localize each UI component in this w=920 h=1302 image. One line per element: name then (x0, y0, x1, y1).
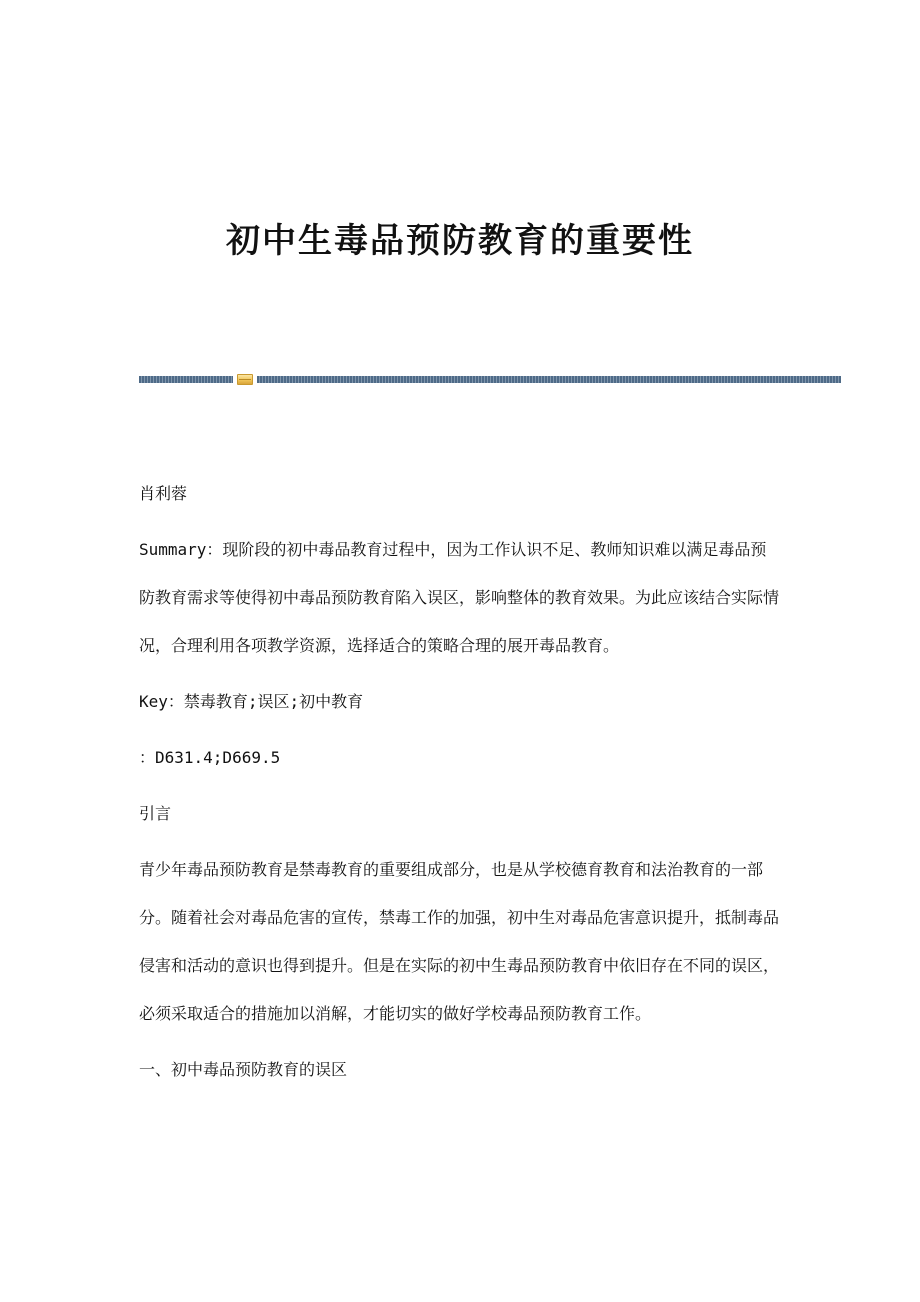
section-heading: 一、初中毒品预防教育的误区 (139, 1060, 348, 1079)
envelope-icon (237, 374, 253, 385)
summary-paragraph: Summary：现阶段的初中毒品教育过程中，因为工作认识不足、教师知识难以满足毒品预防教育需求等使得初中毒品预防教育陷入误区，影响整体的教育效果。为此应该结合实际情况，合理利用各项教学资源，选择适合的策略合理的展开毒品教育。 (139, 540, 780, 655)
intro-heading: 引言 (139, 804, 172, 823)
author-name: 肖利蓉 (139, 484, 188, 503)
classification-line: ：D631.4;D669.5 (139, 748, 281, 767)
title-divider (139, 375, 841, 384)
document-body (139, 470, 781, 1094)
divider-bar-right (257, 376, 841, 383)
document-title: 初中生毒品预防教育的重要性 (226, 221, 694, 261)
keywords-line: Key：禁毒教育;误区;初中教育 (139, 692, 364, 711)
intro-paragraph: 青少年毒品预防教育是禁毒教育的重要组成部分，也是从学校德育教育和法治教育的一部分。随着社会对毒品危害的宣传，禁毒工作的加强，初中生对毒品危害意识提升，抵制毒品侵害和活动的意识也得到提升。但是在实际的初中生毒品预防教育中依旧存在不同的误区，必须采取适合的措施加以消解，才能切实的做好学校毒品预防教育工作。 (139, 860, 780, 1023)
divider-bar-left (139, 376, 233, 383)
